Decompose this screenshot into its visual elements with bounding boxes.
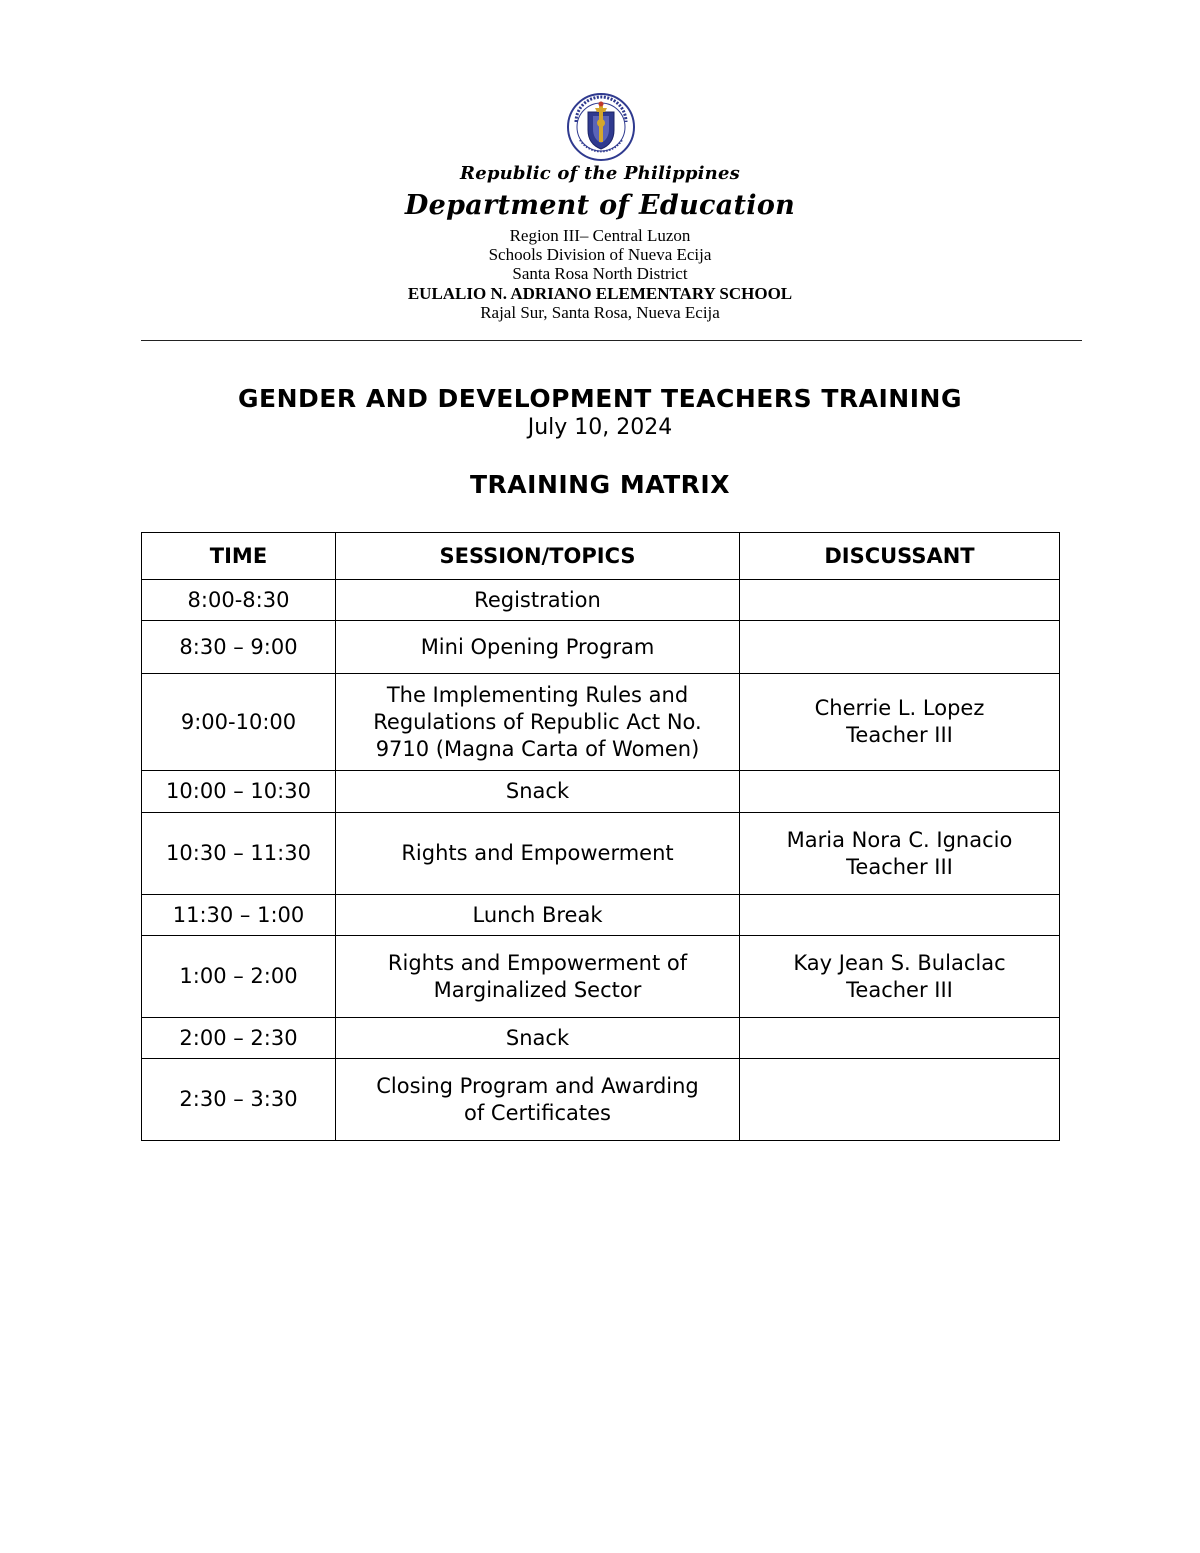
session-cell-line: Rights and Empowerment of	[387, 950, 688, 975]
department-name: Department of Education	[404, 190, 796, 221]
discussant-cell	[740, 621, 1060, 674]
discussant-cell	[740, 1059, 1060, 1141]
time-cell: 10:00 – 10:30	[142, 771, 336, 813]
table-body	[142, 580, 1060, 1141]
table-row	[142, 771, 1060, 813]
table-row	[142, 1018, 1060, 1059]
session-cell	[336, 580, 740, 621]
table-row	[142, 895, 1060, 936]
discussant-cell-line: Teacher III	[846, 854, 953, 879]
table-header-row	[142, 533, 1060, 580]
table-row	[142, 621, 1060, 674]
document-subtitle: TRAINING MATRIX	[470, 470, 730, 499]
document-date: July 10, 2024	[527, 415, 673, 440]
column-header-time: TIME	[142, 533, 336, 580]
session-cell-line: Registration	[474, 587, 601, 612]
school-address: Rajal Sur, Santa Rosa, Nueva Ecija	[480, 303, 720, 322]
session-cell	[336, 813, 740, 895]
time-cell: 10:30 – 11:30	[142, 813, 336, 895]
discussant-cell-line: Kay Jean S. Bulaclac	[793, 950, 1006, 975]
training-matrix-table	[141, 532, 1060, 1141]
session-cell	[336, 621, 740, 674]
session-cell-line: Closing Program and Awarding	[376, 1073, 699, 1098]
time-cell: 8:30 – 9:00	[142, 621, 336, 674]
discussant-cell	[740, 771, 1060, 813]
session-cell-line: The Implementing Rules and	[386, 682, 689, 707]
session-cell	[336, 674, 740, 771]
republic-line: Republic of the Philippines	[460, 163, 740, 184]
time-cell: 9:00-10:00	[142, 674, 336, 771]
document-title: GENDER AND DEVELOPMENT TEACHERS TRAINING	[238, 384, 962, 413]
column-header-discussant: DISCUSSANT	[740, 533, 1060, 580]
column-header-session: SESSION/TOPICS	[336, 533, 740, 580]
session-cell-line: Mini Opening Program	[420, 634, 655, 659]
header-divider	[141, 340, 1082, 341]
table-row	[142, 580, 1060, 621]
table-row	[142, 936, 1060, 1018]
session-cell-line: Rights and Empowerment	[401, 841, 674, 865]
discussant-cell	[740, 674, 1060, 771]
session-cell-line: Marginalized Sector	[433, 977, 642, 1002]
discussant-cell-line: Teacher III	[846, 977, 953, 1002]
table-row	[142, 1059, 1060, 1141]
session-cell-line: Regulations of Republic Act No.	[373, 709, 702, 734]
discussant-cell	[740, 580, 1060, 621]
deped-seal-icon	[566, 92, 636, 162]
session-cell	[336, 895, 740, 936]
session-cell-line: Lunch Break	[472, 902, 603, 927]
session-cell	[336, 1059, 740, 1141]
time-cell: 1:00 – 2:00	[142, 936, 336, 1018]
table-row	[142, 813, 1060, 895]
session-cell	[336, 1018, 740, 1059]
session-cell	[336, 936, 740, 1018]
session-cell-line: Snack	[505, 1025, 570, 1050]
discussant-cell-line: Maria Nora C. Ignacio	[786, 827, 1013, 852]
discussant-cell	[740, 1018, 1060, 1059]
time-cell: 2:00 – 2:30	[142, 1018, 336, 1059]
session-cell-line: Snack	[505, 779, 570, 803]
discussant-cell-line: Cherrie L. Lopez	[814, 696, 985, 720]
table-row	[142, 674, 1060, 771]
district-line: Santa Rosa North District	[512, 264, 688, 283]
session-cell-line: of Certificates	[464, 1100, 611, 1125]
region-line: Region III– Central Luzon	[509, 226, 691, 245]
discussant-cell-line: Teacher III	[846, 723, 953, 747]
school-name: EULALIO N. ADRIANO ELEMENTARY SCHOOL	[407, 284, 793, 303]
session-cell-line: 9710 (Magna Carta of Women)	[375, 736, 700, 761]
time-cell: 8:00-8:30	[142, 580, 336, 621]
division-line: Schools Division of Nueva Ecija	[488, 245, 712, 264]
session-cell	[336, 771, 740, 813]
discussant-cell	[740, 936, 1060, 1018]
discussant-cell	[740, 895, 1060, 936]
time-cell: 11:30 – 1:00	[142, 895, 336, 936]
discussant-cell	[740, 813, 1060, 895]
time-cell: 2:30 – 3:30	[142, 1059, 336, 1141]
